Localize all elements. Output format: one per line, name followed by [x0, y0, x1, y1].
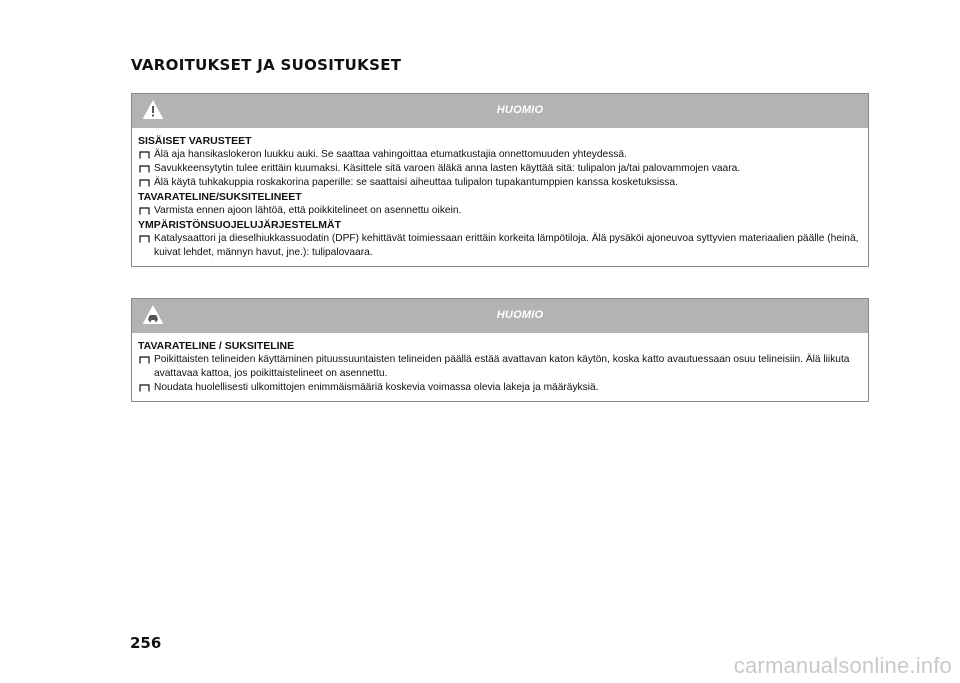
warning-box-1 — [131, 93, 869, 267]
list-item-text: Älä käytä tuhkakuppia roskakorina paperille: se saattaisi aiheuttaa tulipalon tupakantumppien kanssa kosketuksissa. — [154, 177, 678, 188]
list-item — [138, 148, 860, 162]
warning-box-body — [132, 333, 868, 401]
bullet-marker-icon — [139, 235, 150, 243]
bullet-marker-icon — [139, 165, 150, 173]
list-item-text: Älä aja hansikaslokeron luukku auki. Se saattaa vahingoittaa etumatkustajia onnettomuuden yhteydessä. — [154, 149, 627, 160]
bullet-marker-icon — [139, 151, 150, 159]
warning-box-title: HUOMIO — [496, 309, 544, 321]
list-item — [138, 232, 860, 260]
list-item-text: Katalysaattori ja dieselhiukkassuodatin (DPF) kehittävät toimiessaan erittäin korkeita lämpötiloja. Älä pysäköi ajoneuvoa syttyvien materiaalien päälle (heinä, kuivat lehdet, männyn havut, jne.): tulipalovaara. — [154, 233, 859, 258]
bullet-marker-icon — [139, 384, 150, 392]
watermark: carmanualsonline.info — [733, 653, 952, 678]
list-item — [138, 204, 860, 218]
list-item-text: Savukkeensytytin tulee erittäin kuumaksi. Käsittele sitä varoen äläkä anna lasten käyttää sitä: tulipalon ja/tai palovammojen vaara. — [154, 163, 741, 174]
list-item — [138, 176, 860, 190]
warning-box-body — [132, 128, 868, 266]
list-item-text: Poikittaisten telineiden käyttäminen pituussuuntaisten telineiden päällä estää avattavan katon käytön, koska katto avautuessaan osuu telineisiin. Älä liikuta avattavaa kattoa, jos poikittaistelineet on asennettu. — [154, 354, 850, 379]
warning-box-title: HUOMIO — [496, 104, 544, 116]
list-item — [138, 353, 860, 381]
page-title: VAROITUKSET JA SUOSITUKSET — [131, 56, 402, 74]
section-heading: YMPÄRISTÖNSUOJELUJÄRJESTELMÄT — [138, 219, 342, 231]
list-item-text: Noudata huolellisesti ulkomittojen enimmäismääriä koskevia voimassa olevia lakeja ja määräyksiä. — [154, 382, 599, 393]
section-heading: TAVARATELINE/SUKSITELINEET — [138, 191, 302, 203]
section-heading: SISÄISET VARUSTEET — [138, 135, 252, 147]
page-number: 256 — [130, 634, 162, 652]
list-item-text: Varmista ennen ajoon lähtöä, että poikkitelineet on asennettu oikein. — [154, 205, 462, 216]
bullet-marker-icon — [139, 179, 150, 187]
list-item — [138, 162, 860, 176]
bullet-marker-icon — [139, 356, 150, 364]
bullet-marker-icon — [139, 207, 150, 215]
list-item — [138, 381, 860, 395]
section-heading: TAVARATELINE / SUKSITELINE — [138, 340, 295, 352]
warning-box-header — [132, 299, 868, 333]
warning-box-header — [132, 94, 868, 128]
warning-box-2 — [131, 298, 869, 402]
